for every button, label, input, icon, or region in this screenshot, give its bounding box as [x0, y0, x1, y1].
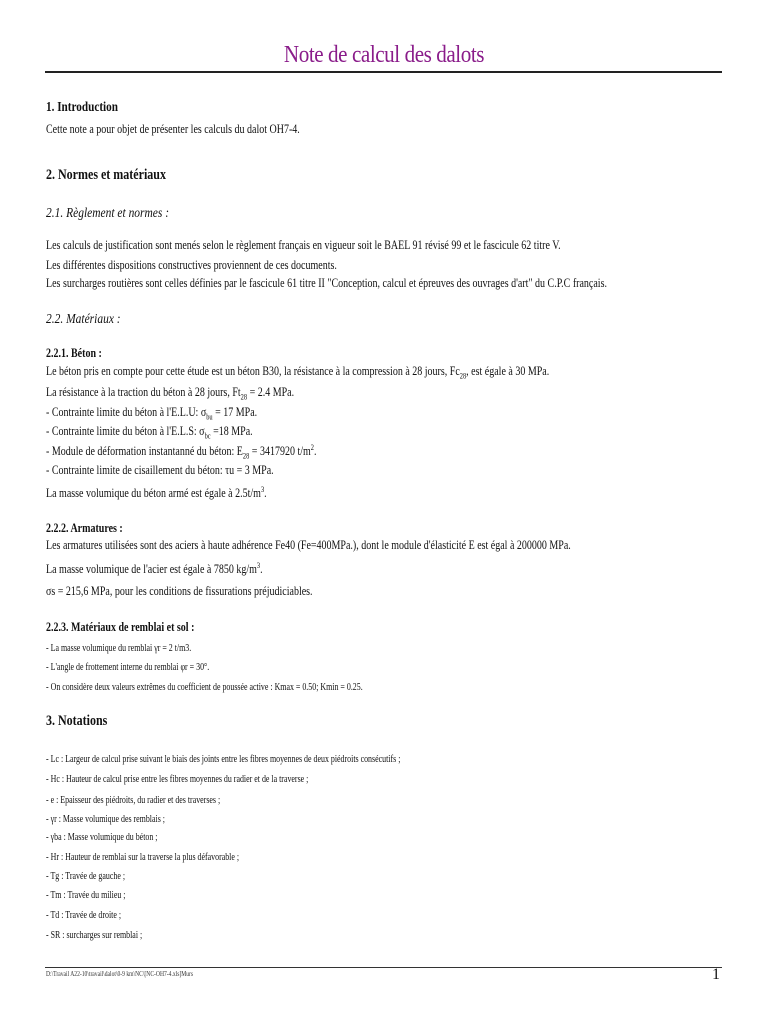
- armatures-heading: 2.2.2. Armatures :: [46, 521, 123, 535]
- remblai-line: - La masse volumique du remblai γr = 2 t/m3.: [46, 642, 192, 654]
- notation-item: - Tm : Travée du milieu ;: [46, 889, 126, 901]
- remblai-line: - On considère deux valeurs extrêmes du coefficient de poussée active : Kmax = 0.50; Kmin = 0.25.: [46, 681, 363, 693]
- notation-item: - Hr : Hauteur de remblai sur la traverse la plus défavorable ;: [46, 851, 240, 863]
- notation-item: - Hc : Hauteur de calcul prise entre les fibres moyennes du radier et de la traverse ;: [46, 773, 309, 785]
- page-number: 1: [712, 966, 720, 983]
- notation-item: - Tg : Travée de gauche ;: [46, 870, 126, 882]
- section-3-heading: 3. Notations: [46, 713, 108, 729]
- beton-line: - Module de déformation instantanné du béton: $E_{28} = 3417920$ $t/m^2$.: [46, 443, 317, 461]
- beton-heading: 2.2.1. Béton :: [46, 346, 102, 360]
- armatures-line: Les armatures utilisées sont des aciers à haute adhérence Fe40 (Fe=400MPa.), dont le module d'élasticité E est égal à 200000 MPa.: [46, 538, 571, 552]
- armatures-line: La masse volumique de l'acier est égale à 7850 $kg/m^3$.: [46, 561, 263, 577]
- notation-item: - Lc : Largeur de calcul prise suivant le biais des joints entre les fibres moyennes de deux piédroits consécutifs ;: [46, 753, 401, 765]
- page-title: Note de calcul des dalots: [283, 42, 485, 68]
- footer-file-path: D:\Travail A22-10\travail\dalot\0-9 km\NC\[NC-OH7-4.xls]Murs: [46, 970, 194, 978]
- remblai-heading: 2.2.3. Matériaux de remblai et sol :: [46, 620, 195, 634]
- beton-line: La masse volumique du béton armé est égale à $2.5t/m^3$.: [46, 485, 267, 501]
- notation-item: - Td : Travée de droite ;: [46, 909, 122, 921]
- footer-divider: [45, 967, 722, 968]
- notation-item: - e : Epaisseur des piédroits, du radier et des traverses ;: [46, 794, 221, 806]
- beton-line: La résistance à la traction du béton à 28 jours, $Ft_{28} = 2.4$ MPa.: [46, 385, 295, 402]
- section-2-1-heading: 2.1. Règlement et normes :: [46, 206, 170, 221]
- section-2-1-line: Les calculs de justification sont menés selon le règlement français en vigueur soit le BAEL 91 révisé 99 et le fascicule 62 titre V.: [46, 238, 561, 252]
- notation-item: - γba : Masse volumique du béton ;: [46, 831, 158, 843]
- beton-line: - Contrainte limite de cisaillement du béton: τu = 3 MPa.: [46, 463, 274, 477]
- section-1-heading: 1. Introduction: [46, 100, 118, 115]
- beton-line: Le béton pris en compte pour cette étude est un béton B30, la résistance à la compression à 28 jours, $Fc_{28}$, est égale à 30 MPa.: [46, 364, 550, 381]
- remblai-line: - L'angle de frottement interne du remblai φr = 30°.: [46, 661, 210, 673]
- notation-item: - SR : surcharges sur remblai ;: [46, 929, 143, 941]
- section-2-2-heading: 2.2. Matériaux :: [46, 312, 121, 327]
- armatures-line: σs = 215,6 MPa, pour les conditions de fissurations préjudiciables.: [46, 584, 313, 598]
- beton-line: - Contrainte limite du béton à l'E.L.U: $\sigma_{bu} = 17$ MPa.: [46, 405, 258, 422]
- section-2-1-line: Les différentes dispositions constructives proviennent de ces documents.: [46, 258, 337, 272]
- beton-line: - Contrainte limite du béton à l'E.L.S: $\sigma_{bc} =18$ MPa.: [46, 424, 253, 441]
- notation-item: - γr : Masse volumique des remblais ;: [46, 813, 165, 825]
- section-1-text: Cette note a pour objet de présenter les calculs du dalot OH7-4.: [46, 122, 300, 136]
- section-2-1-line: Les surcharges routières sont celles définies par le fascicule 61 titre II "Conception, calcul et épreuves des ouvrages d'art" du C.P.C français.: [46, 276, 607, 290]
- title-divider: [45, 71, 722, 73]
- section-2-heading: 2. Normes et matériaux: [46, 167, 166, 183]
